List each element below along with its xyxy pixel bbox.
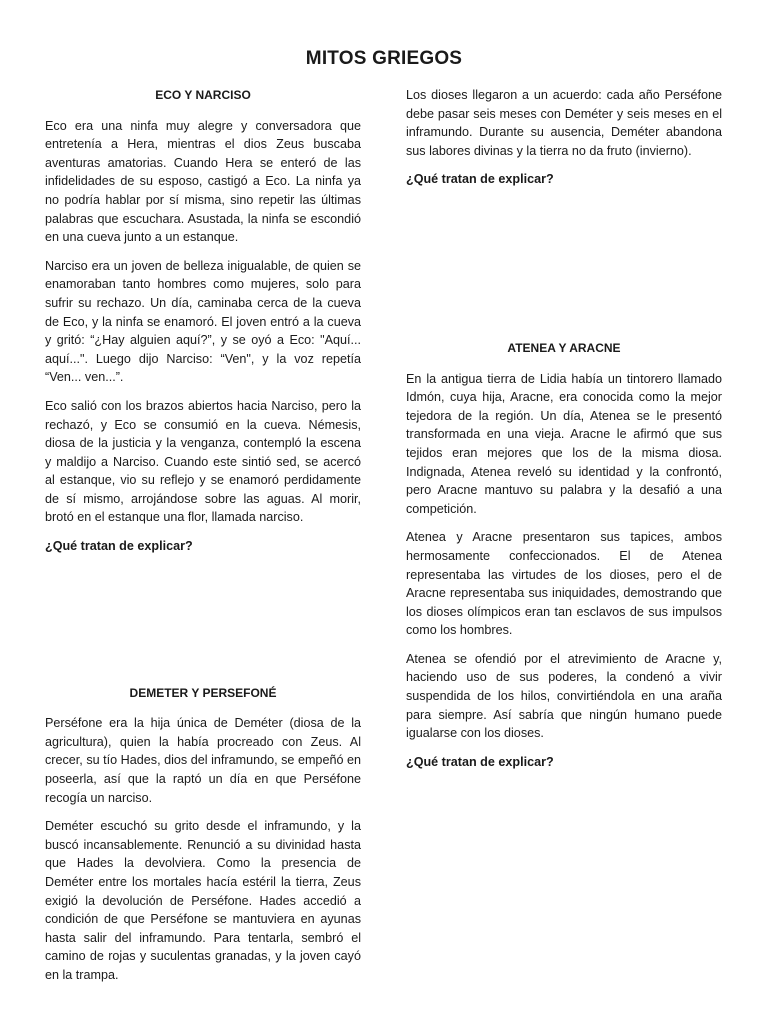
section-demeter-persefone <box>45 684 361 985</box>
paragraph: Eco salió con los brazos abiertos hacia Narciso, pero la rechazó, y Eco se consumió en la cueva. Némesis, diosa de la justicia y la venganza, contempló la escena y maldijo a Narciso. Cuando este sintió sed, se acercó al estanque, vio su reflejo y se enamoró perdidamente de sí mismo, arrojándose sobre las aguas. Al morir, brotó en el estanque una flor, llamada narciso. <box>45 398 361 525</box>
paragraph: Atenea y Aracne presentaron sus tapices, ambos hermosamente confeccionados. El de Atenea representaba las virtudes de los dioses, pero el de Aracne representaba sus iniquidades, demostrando que los dioses olímpicos eran tan esclavos de sus impulsos como los hombres. <box>406 530 722 638</box>
section-demeter-continued <box>406 86 722 189</box>
section-question: ¿Qué tratan de explicar? <box>406 172 554 187</box>
section-eco-narciso <box>45 86 361 556</box>
paragraph: Los dioses llegaron a un acuerdo: cada año Perséfone debe pasar seis meses con Deméter y seis meses en el inframundo. Durante su ausencia, Deméter abandona sus labores divinas y la tierra no da fruto (invierno). <box>406 88 722 158</box>
paragraph: Perséfone era la hija única de Deméter (diosa de la agricultura), quien la había procreado con Zeus. Al crecer, su tío Hades, dios del inframundo, se empeñó en poseerla, así que la raptó un día en que Perséfone recogía un narciso. <box>45 716 361 805</box>
paragraph: Atenea se ofendió por el atrevimiento de Aracne y, haciendo uso de sus poderes, la condenó a vivir suspendida de los hilos, convirtiéndola en una araña para siempre. Así sabría que ningún humano puede igualarse con los dioses. <box>406 651 722 741</box>
paragraph: Narciso era un joven de belleza inigualable, de quien se enamoraban tanto hombres como mujeres, solo para sufrir su rechazo. Un día, caminaba cerca de la cueva de Eco, y la ninfa se enamoró. El joven entró a la cueva y gritó: “¿Hay alguien aquí?”, y se oyó a Eco: "Aquí... aquí...". Luego dijo Narciso: “Ven", y la voz repetía “Ven... ven...”. <box>45 258 361 385</box>
section-heading: ECO Y NARCISO <box>155 88 251 102</box>
section-question: ¿Qué tratan de explicar? <box>406 754 554 769</box>
section-heading: DEMETER Y PERSEFONÉ <box>129 685 277 700</box>
page-title: MITOS GRIEGOS <box>305 48 463 69</box>
section-question: ¿Qué tratan de explicar? <box>45 539 193 554</box>
paragraph: Eco era una ninfa muy alegre y conversadora que entretenía a Hera, mientras el dios Zeus buscaba aventuras amatorias. Cuando Hera se enteró de las infidelidades de su esposo, castigó a Eco. La ninfa ya no podría hablar por sí misma, sino repetir las últimas palabras que escuchara. Asustada, la ninfa se escondió en una cueva junto a un estanque. <box>45 118 361 245</box>
section-heading: ATENEA Y ARACNE <box>507 340 621 355</box>
section-atenea-aracne <box>406 339 722 771</box>
paragraph: En la antigua tierra de Lidia había un tintorero llamado Idmón, cuya hija, Aracne, era conocida como la mejor tejedora de la región. Un día, Atenea se le presentó transformada en una vieja. Aracne le afirmó que sus tejidos eran mejores que los de la misma diosa. Indignada, Atenea reveló su identidad y la confrontó, pero Aracne mantuvo su palabra y la desafió a una competición. <box>406 371 722 516</box>
left-column <box>45 86 361 995</box>
right-column <box>406 86 722 771</box>
paragraph: Deméter escuchó su grito desde el inframundo, y la buscó incansablemente. Renunció a su divinidad hasta que Hades la devolviera. Como la presencia de Deméter entre los mortales hacía estéril la tierra, Zeus exigió la devolución de Perséfone. Hades accedió a condición de que Perséfone se mantuviera en ayunas hasta salir del inframundo. Para tentarla, sembró el camino de rojas y suculentas granadas, y la joven cayó en la trampa. <box>45 819 361 982</box>
